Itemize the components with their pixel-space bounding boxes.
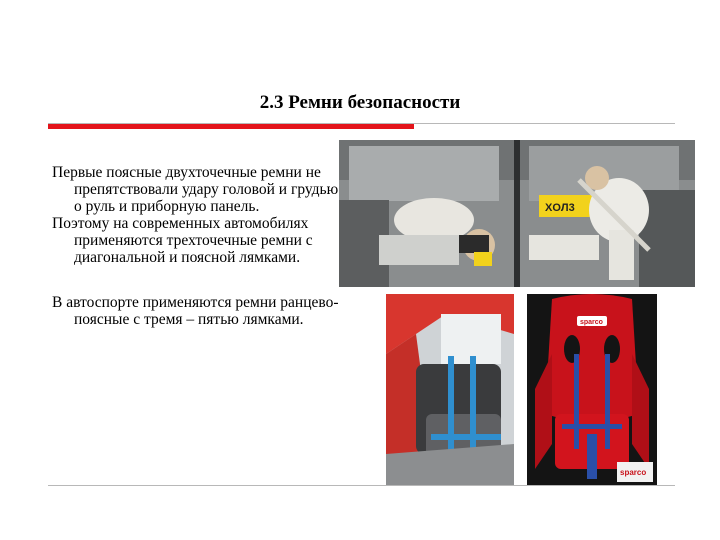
sparco-seat-photo (527, 294, 657, 485)
sparco-badge: sparco (620, 468, 647, 477)
crash-test-photo (339, 140, 695, 287)
paragraph-two-point-belts: Первые поясные двухточечные ремни не препятствовали удару головой и грудью о руль и приборную панель. (52, 164, 339, 215)
paragraph-motorsport-belts: В автоспорте применяются ремни ранцево-поясные с тремя – пятью лямками. (52, 294, 339, 328)
title-red-rule (48, 124, 414, 129)
car-interior-photo (386, 294, 514, 485)
slide-title: 2.3 Ремни безопасности (259, 92, 461, 113)
body-text (52, 164, 342, 328)
crash-test-sticker: XOЛ3 (545, 202, 575, 214)
sparco-headrest-logo: sparco (580, 319, 603, 326)
paragraph-three-point-belts: Поэтому на современных автомобилях применяются трехточечные ремни с диагональной и поясной лямками. (52, 215, 313, 266)
bottom-rule (48, 485, 675, 486)
